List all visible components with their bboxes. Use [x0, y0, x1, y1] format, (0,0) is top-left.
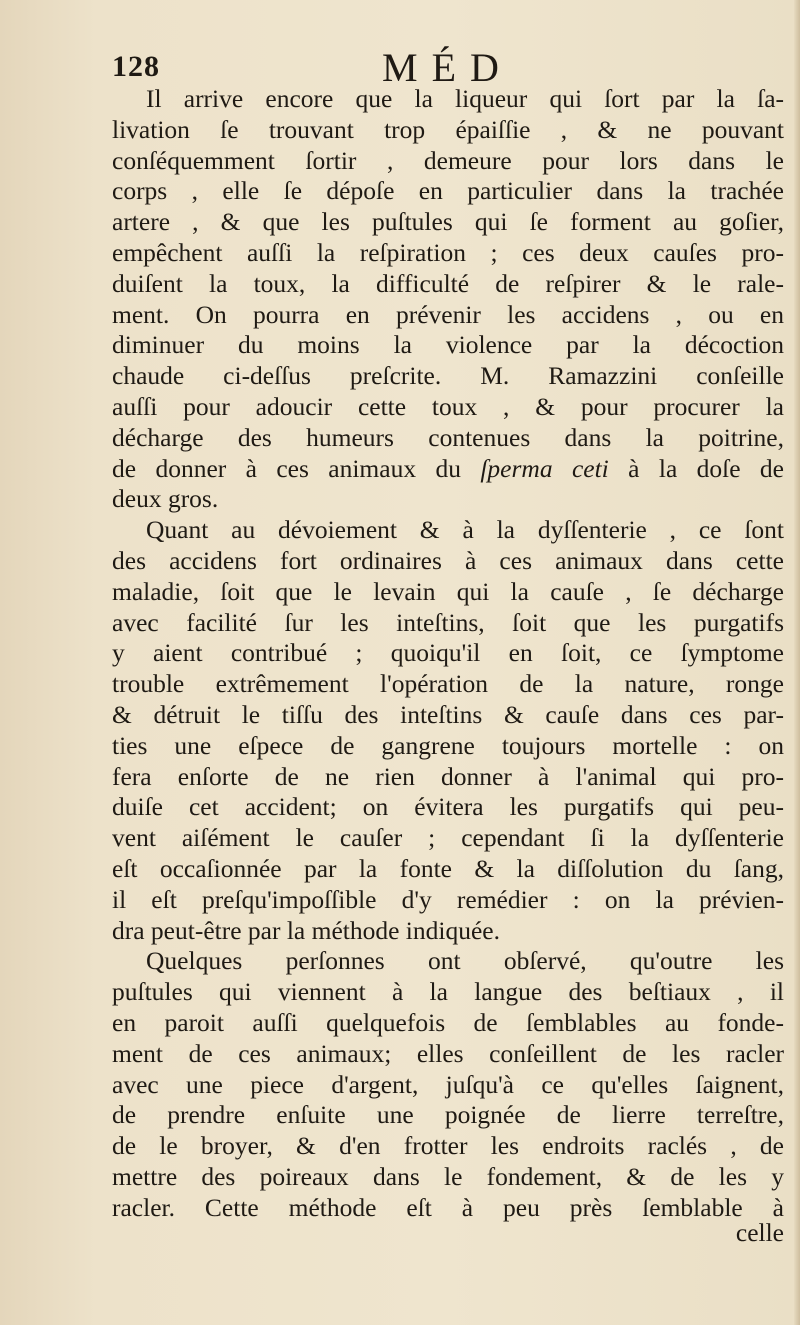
text-line: diminuer du moins la violence par la décoction	[112, 330, 784, 360]
text-line: eſt occaſionnée par la fonte & la diſſolution du ſang,	[112, 853, 784, 883]
text-line: y aient contribué ; quoiqu'il en ſoit, ce ſymptome	[112, 638, 784, 668]
paragraph-3	[112, 946, 784, 1223]
text-line: des accidens fort ordinaires à ces animaux dans cette	[112, 545, 784, 575]
text-line: trouble extrêmement l'opération de la nature, ronge	[112, 669, 784, 699]
paragraph-1	[112, 84, 784, 515]
text-line: duiſent la toux, la difficulté de reſpirer & le rale-	[112, 268, 784, 298]
catchword: celle	[735, 1218, 784, 1247]
text-line: il eſt preſqu'impoſſible d'y remédier : on la prévien-	[112, 884, 784, 914]
text-line: avec facilité ſur les inteſtins, ſoit que les purgatifs	[112, 607, 784, 637]
text-line: Quelques perſonnes ont obſervé, qu'outre les	[146, 946, 784, 976]
text-line: fera enſorte de ne rien donner à l'animal qui pro-	[112, 761, 784, 791]
text-line: dra peut-être par la méthode indiquée.	[112, 915, 500, 945]
text-line: artere , & que les puſtules qui ſe forment au goſier,	[112, 207, 784, 237]
text-line: ties une eſpece de gangrene toujours mortelle : on	[112, 730, 784, 760]
text-line: ment. On pourra en prévenir les accidens , ou en	[112, 299, 784, 329]
text-line: Quant au dévoiement & à la dyſſenterie , ce ſont	[146, 515, 784, 545]
text-line: conſéquemment ſortir , demeure pour lors dans le	[112, 145, 784, 175]
text-line: vent aiſément le cauſer ; cependant ſi la dyſſenterie	[112, 823, 784, 853]
body-text	[112, 84, 784, 1223]
text-line: empêchent auſſi la reſpiration ; ces deux cauſes pro-	[112, 237, 784, 267]
text-line: de le broyer, & d'en frotter les endroits raclés , de	[112, 1131, 784, 1161]
text-line: & détruit le tiſſu des inteſtins & cauſe dans ces par-	[112, 699, 784, 729]
text-line: deux gros.	[112, 484, 219, 514]
text-line: puſtules qui viennent à la langue des beſtiaux , il	[112, 977, 784, 1007]
text-line: racler. Cette méthode eſt à peu près ſemblable à	[112, 1192, 784, 1222]
paragraph-2	[112, 515, 784, 946]
text-line: en paroit auſſi quelquefois de ſemblables au fonde-	[112, 1007, 784, 1037]
text-line: chaude ci-deſſus preſcrite. M. Ramazzini conſeille	[112, 361, 784, 391]
latin-term: ſperma ceti	[480, 453, 609, 483]
text-line: corps , elle ſe dépoſe en particulier dans la trachée	[112, 176, 784, 206]
text-line: maladie, ſoit que le levain qui la cauſe , ſe décharge	[112, 576, 784, 606]
text-line: ment de ces animaux; elles conſeillent de les racler	[112, 1038, 784, 1068]
text-line: mettre des poireaux dans le fondement, & de les y	[112, 1161, 784, 1191]
text-line: décharge des humeurs contenues dans la poitrine,	[112, 422, 784, 452]
text-line: de prendre enſuite une poignée de lierre terreſtre,	[112, 1100, 784, 1130]
text-line: de donner à ces animaux du ſperma ceti à la doſe de	[112, 453, 784, 483]
page-edge	[794, 0, 800, 1325]
text-line: auſſi pour adoucir cette toux , & pour procurer la	[112, 391, 784, 421]
text-line: livation ſe trouvant trop épaiſſie , & ne pouvant	[112, 114, 784, 144]
text-line: avec une piece d'argent, juſqu'à ce qu'elles ſaignent,	[112, 1069, 784, 1099]
text-line: duiſe cet accident; on évitera les purgatifs qui peu-	[112, 792, 784, 822]
text-line: Il arrive encore que la liqueur qui ſort par la ſa-	[146, 84, 784, 113]
running-head: MÉD	[382, 45, 513, 90]
page-number: 128	[112, 50, 160, 83]
